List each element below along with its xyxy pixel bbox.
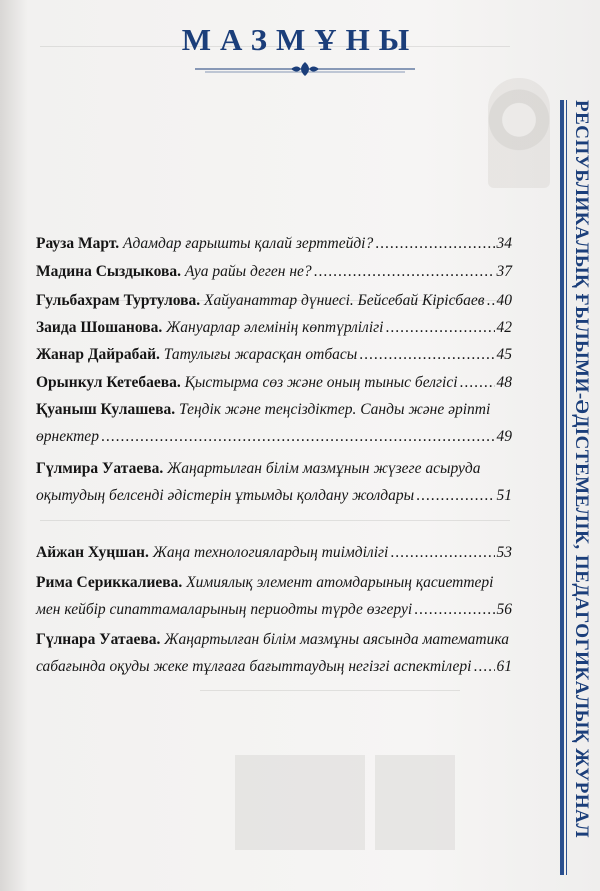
entry-title: Жаңартылған білім мазмұны аясында математика: [164, 631, 509, 648]
entry-author: Рауза Март.: [36, 235, 120, 252]
entry-author: Гүлмира Уатаева.: [36, 460, 164, 477]
entry-title-cont: сабағында оқуды жеке тұлғаға бағыттаудың негізгі аспектілері: [36, 658, 472, 675]
toc-entry[interactable]: [36, 262, 512, 289]
faded-photo: [235, 755, 365, 850]
entry-page: 42: [496, 319, 512, 336]
entry-page: 48: [496, 374, 512, 391]
spine-rule: [566, 100, 567, 875]
faded-portrait: [488, 78, 550, 188]
dot-leader: [416, 486, 494, 506]
entry-title-cont: мен кейбір сипаттамаларының периодты түрде өзгеруі: [36, 601, 413, 618]
entry-title: Татулығы жарасқан отбасы: [163, 346, 358, 363]
toc-entry[interactable]: [36, 373, 512, 400]
entry-author: Заида Шошанова.: [36, 319, 163, 336]
dot-leader: [473, 657, 494, 677]
dot-leader: [385, 318, 494, 338]
entry-title: Ауа райы деген не?: [184, 263, 312, 280]
toc-entry[interactable]: [36, 291, 512, 318]
entry-author: Жанар Дайрабай.: [36, 346, 160, 363]
dot-leader: [486, 291, 494, 311]
entry-title: Қыстырма сөз және оның тыныс белгісі: [184, 374, 458, 391]
entry-page: 40: [496, 292, 512, 309]
faded-photo: [375, 755, 455, 850]
toc-entry[interactable]: [36, 318, 512, 345]
journal-spine: [560, 100, 592, 875]
entry-page: 45: [496, 346, 512, 363]
entry-author: Қуаныш Кулашева.: [36, 401, 176, 418]
entry-author: Гүлнара Уатаева.: [36, 631, 161, 648]
toc-entry[interactable]: [36, 630, 512, 684]
dot-leader: [375, 234, 494, 254]
page-title: МАЗМҰНЫ: [181, 22, 419, 57]
entry-page: 53: [496, 544, 512, 561]
toc-entry[interactable]: [36, 234, 512, 261]
entry-page: 61: [496, 658, 512, 675]
dot-leader: [414, 600, 494, 620]
entry-title: Жаңа технологиялардың тиімділігі: [152, 544, 389, 561]
dot-leader: [101, 427, 495, 447]
entry-page: 51: [496, 487, 512, 504]
entry-title-cont: оқытудың белсенді әдістерін ұтымды қолдану жолдары: [36, 487, 415, 504]
entry-title: Адамдар ғарышты қалай зерттейді?: [123, 235, 374, 252]
entry-title-cont: өрнектер: [36, 428, 99, 445]
dot-leader: [460, 373, 495, 393]
entry-author: Мадина Сыздыкова.: [36, 263, 181, 280]
toc-entry[interactable]: [36, 543, 512, 570]
entry-title: Теңдік және теңсіздіктер. Санды және әріпті: [179, 401, 491, 418]
entry-page: 56: [496, 601, 512, 618]
dot-leader: [359, 345, 494, 365]
ornament-divider-icon: [195, 60, 415, 78]
entry-page: 34: [496, 235, 512, 252]
entry-title: Хайуанаттар дүниесі. Бейсебай Кірісбаев: [204, 292, 485, 309]
entry-title: Жануарлар әлемінің көптүрлілігі: [166, 319, 384, 336]
entry-author: Орынкул Кетебаева.: [36, 374, 181, 391]
dot-leader: [314, 262, 495, 282]
toc-entry[interactable]: [36, 573, 512, 627]
entry-author: Гульбахрам Туртулова.: [36, 292, 201, 309]
entry-page: 49: [496, 428, 512, 445]
entry-title: Химиялық элемент атомдарының қасиеттері: [186, 574, 494, 591]
toc-entry[interactable]: [36, 345, 512, 372]
entry-author: Айжан Хуңшан.: [36, 544, 149, 561]
faded-rule: [40, 520, 510, 521]
entry-page: 37: [496, 263, 512, 280]
entry-author: Рима Сериккалиева.: [36, 574, 183, 591]
toc-entry[interactable]: [36, 459, 512, 513]
faded-rule: [200, 690, 460, 691]
dot-leader: [390, 543, 494, 563]
journal-name: РЕСПУБЛИКАЛЫҚ ҒЫЛЫМИ-ӘДІСТЕМЕЛІК, ПЕДАГОГИКАЛЫҚ ЖУРНАЛ: [571, 100, 592, 839]
entry-title: Жаңартылған білім мазмұнын жүзеге асыруда: [167, 460, 481, 477]
spine-rule: [560, 100, 564, 875]
toc-entry[interactable]: [36, 400, 512, 454]
